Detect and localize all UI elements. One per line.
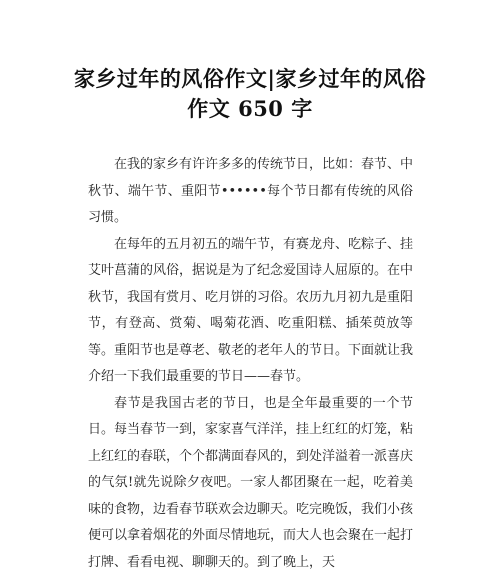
document-body <box>88 152 413 576</box>
paragraph-intro: 在我的家乡有许许多多的传统节日，比如：春节、中秋节、端午节、重阳节••••••每个节日都有传统的风俗习惯。 <box>88 152 413 232</box>
document-title: 家乡过年的风俗作文|家乡过年的风俗作文 650 字 <box>70 64 430 124</box>
paragraph-spring-festival: 春节是我国古老的节日，也是全年最重要的一个节日。每当春节一到，家家喜气洋洋，挂上红红的灯笼，粘上红红的春联，个个都满面春风的，到处洋溢着一派喜庆的气氛!就先说除夕夜吧。一家人都团聚在一起，吃着美味的食物，边看春节联欢会边聊天。吃完晚饭，我们小孩便可以拿着烟花的外面尽情地玩，而大人也会聚在一起打打牌、看看电视、聊聊天的。到了晚上，天 <box>88 391 413 576</box>
paragraph-festivals: 在每年的五月初五的端午节，有赛龙舟、吃粽子、挂艾叶菖蒲的风俗，据说是为了纪念爱国诗人屈原的。在中秋节，我国有赏月、吃月饼的习俗。农历九月初九是重阳节，有登高、赏菊、喝菊花酒、吃重阳糕、插茱萸放等等。重阳节也是尊老、敬老的老年人的节日。下面就让我介绍一下我们最重要的节日——春节。 <box>88 232 413 391</box>
